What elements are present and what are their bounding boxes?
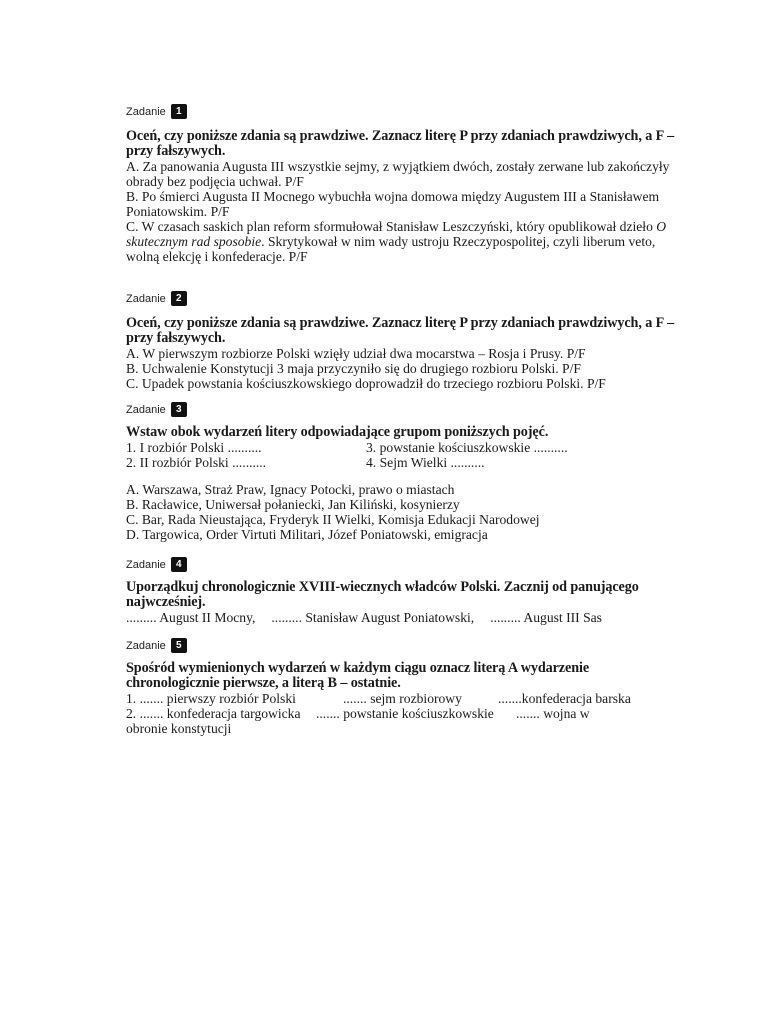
task-2 [126, 291, 686, 391]
option-a: A. Warszawa, Straż Praw, Ignacy Potocki, prawo o miastach [126, 482, 455, 497]
sequence-2-continued: obronie konstytucji [126, 721, 232, 736]
ruler-item: ......... August II Mocny, [126, 610, 256, 625]
task-5 [126, 638, 686, 736]
statement-a: A. W pierwszym rozbiorze Polski wzięły udział dwa mocarstwa – Rosja i Prusy. P/F [126, 346, 586, 361]
event-item: 4. Sejm Wielki .......... [366, 455, 485, 470]
statement-b: B. Uchwalenie Konstytucji 3 maja przyczyniło się do drugiego rozbioru Polski. P/F [126, 361, 581, 376]
match-row [126, 440, 686, 455]
task-instruction: Oceń, czy poniższe zdania są prawdziwe. Zaznacz literę P przy zdaniach prawdziwych, a F – przy fałszywych. [126, 315, 675, 346]
sequence-item: ....... sejm rozbiorowy [343, 691, 462, 706]
task-instruction: Uporządkuj chronologicznie XVIII-wiecznych władców Polski. Zacznij od panującego najwcześniej. [126, 579, 639, 610]
sequence-2 [126, 706, 686, 721]
task-label: Zadanie [126, 639, 166, 652]
task-number-badge: 1 [171, 104, 187, 119]
statement-c-text: C. W czasach saskich plan reform sformułował Stanisław Leszczyński, który opublikował dzieło [126, 219, 657, 234]
book-title: O skutecznym rad sposobie [126, 219, 667, 249]
option-b: B. Racławice, Uniwersał połaniecki, Jan Kiliński, kosynierzy [126, 497, 460, 512]
task-instruction: Oceń, czy poniższe zdania są prawdziwe. Zaznacz literę P przy zdaniach prawdziwych, a F – przy fałszywych. [126, 128, 675, 159]
task-1 [126, 104, 686, 264]
ruler-item: ......... Stanisław August Poniatowski, [271, 610, 475, 625]
task-header [126, 402, 686, 417]
match-row [126, 455, 686, 470]
sequence-item: 1. ....... pierwszy rozbiór Polski [126, 691, 296, 706]
event-item: 1. I rozbiór Polski .......... [126, 440, 262, 455]
task-instruction: Spośród wymienionych wydarzeń w każdym ciągu oznacz literą A wydarzenie chronologicznie pierwsze, a literą B – ostatnie. [126, 660, 590, 691]
task-header [126, 104, 686, 119]
task-label: Zadanie [126, 558, 166, 571]
task-header [126, 557, 686, 572]
task-number-badge: 2 [171, 291, 187, 306]
sequence-item: ....... wojna w [516, 706, 590, 721]
task-number-badge: 4 [171, 557, 187, 572]
sequence-1 [126, 691, 686, 706]
statement-c-rest: . Skrytykował w nim wady ustroju Rzeczypospolitej, czyli liberum veto, wolną elekcję i konfederacje. P/F [126, 234, 656, 264]
event-item: 3. powstanie kościuszkowskie .......... [366, 440, 568, 455]
task-4 [126, 557, 686, 625]
statement-a: A. Za panowania Augusta III wszystkie sejmy, z wyjątkiem dwóch, zostały zerwane lub zakończyły obrady bez podjęcia uchwał. P/F [126, 159, 670, 189]
task-header [126, 638, 686, 653]
task-instruction: Wstaw obok wydarzeń litery odpowiadające grupom poniższych pojęć. [126, 424, 549, 440]
task-3 [126, 402, 686, 542]
task-label: Zadanie [126, 292, 166, 305]
task-label: Zadanie [126, 403, 166, 416]
event-item: 2. II rozbiór Polski .......... [126, 455, 267, 470]
task-number-badge: 5 [171, 638, 187, 653]
ruler-list [126, 610, 686, 625]
sequence-item: 2. ....... konfederacja targowicka [126, 706, 301, 721]
statement-c [126, 219, 686, 264]
task-number-badge: 3 [171, 402, 187, 417]
sequence-item: ....... powstanie kościuszkowskie [316, 706, 494, 721]
statement-c: C. Upadek powstania kościuszkowskiego doprowadził do trzeciego rozbioru Polski. P/F [126, 376, 606, 391]
sequence-item: .......konfederacja barska [498, 691, 631, 706]
task-label: Zadanie [126, 105, 166, 118]
option-d: D. Targowica, Order Virtuti Militari, Józef Poniatowski, emigracja [126, 527, 488, 542]
task-header [126, 291, 686, 306]
option-c: C. Bar, Rada Nieustająca, Fryderyk II Wielki, Komisja Edukacji Narodowej [126, 512, 540, 527]
ruler-item: ......... August III Sas [490, 610, 602, 625]
statement-b: B. Po śmierci Augusta II Mocnego wybuchła wojna domowa między Augustem III a Stanisławem Poniatowskim. P/F [126, 189, 660, 219]
